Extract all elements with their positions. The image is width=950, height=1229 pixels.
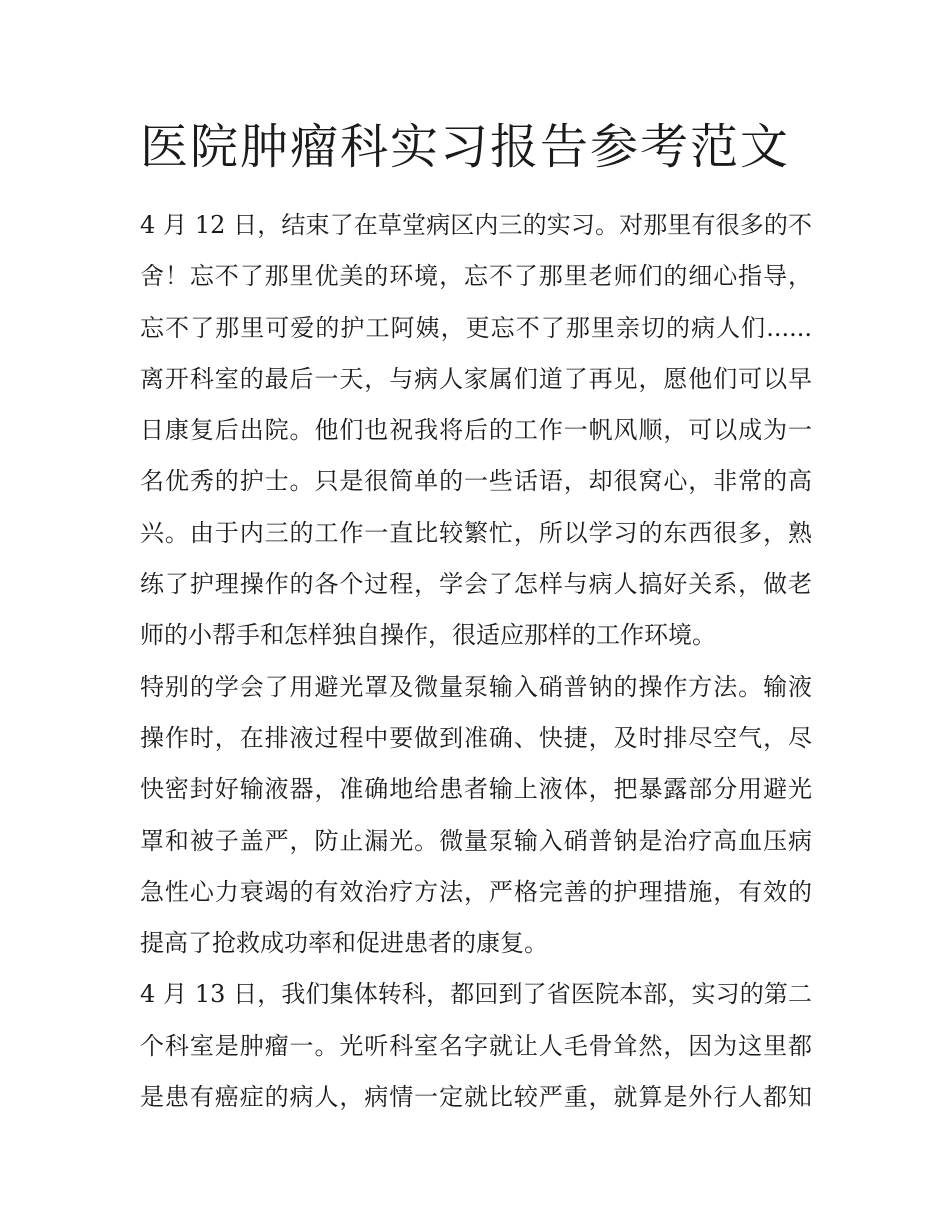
text-line: 离开科室的最后一天，与病人家属们道了再见，愿他们可以早 [140,364,812,393]
text-line: 提高了抢救成功率和促进患者的康复。 [140,929,548,958]
document-title: 医院肿瘤科实习报告参考范文 [140,119,791,175]
text-line: 练了护理操作的各个过程，学会了怎样与病人搞好关系，做老 [140,570,812,599]
text-line: 师的小帮手和怎样独自操作，很适应那样的工作环境。 [140,621,716,650]
document-body [140,200,812,1123]
text-line: 名优秀的护士。只是很简单的一些话语，却很窝心，非常的高 [140,467,812,496]
text-line: 个科室是肿瘤一。光听科室名字就让人毛骨耸然，因为这里都 [140,1031,812,1060]
text-line: 4 月 12 日，结束了在草堂病区内三的实习。对那里有很多的不 [140,211,812,239]
paragraph-3 [140,969,812,1123]
text-line: 4 月 13 日，我们集体转科，都回到了省医院本部，实习的第二 [140,980,812,1009]
paragraph-2 [140,662,812,970]
text-line: 兴。由于内三的工作一直比较繁忙，所以学习的东西很多，熟 [140,518,812,547]
text-line: 操作时，在排液过程中要做到准确、快捷，及时排尽空气，尽 [140,723,812,752]
text-line: 日康复后出院。他们也祝我将后的工作一帆风顺，可以成为一 [140,416,812,445]
text-line: 特别的学会了用避光罩及微量泵输入硝普钠的操作方法。输液 [140,672,812,701]
paragraph-1 [140,200,812,662]
text-line: 急性心力衰竭的有效治疗方法，严格完善的护理措施，有效的 [140,877,812,906]
text-line: 罩和被子盖严，防止漏光。微量泵输入硝普钠是治疗高血压病 [140,826,812,855]
text-line: 忘不了那里可爱的护工阿姨，更忘不了那里亲切的病人们...... [140,313,812,342]
text-line: 快密封好输液器，准确地给患者输上液体，把暴露部分用避光 [140,775,812,804]
text-line: 舍！忘不了那里优美的环境，忘不了那里老师们的细心指导， [140,262,812,291]
text-line: 是患有癌症的病人，病情一定就比较严重，就算是外行人都知 [140,1083,812,1112]
